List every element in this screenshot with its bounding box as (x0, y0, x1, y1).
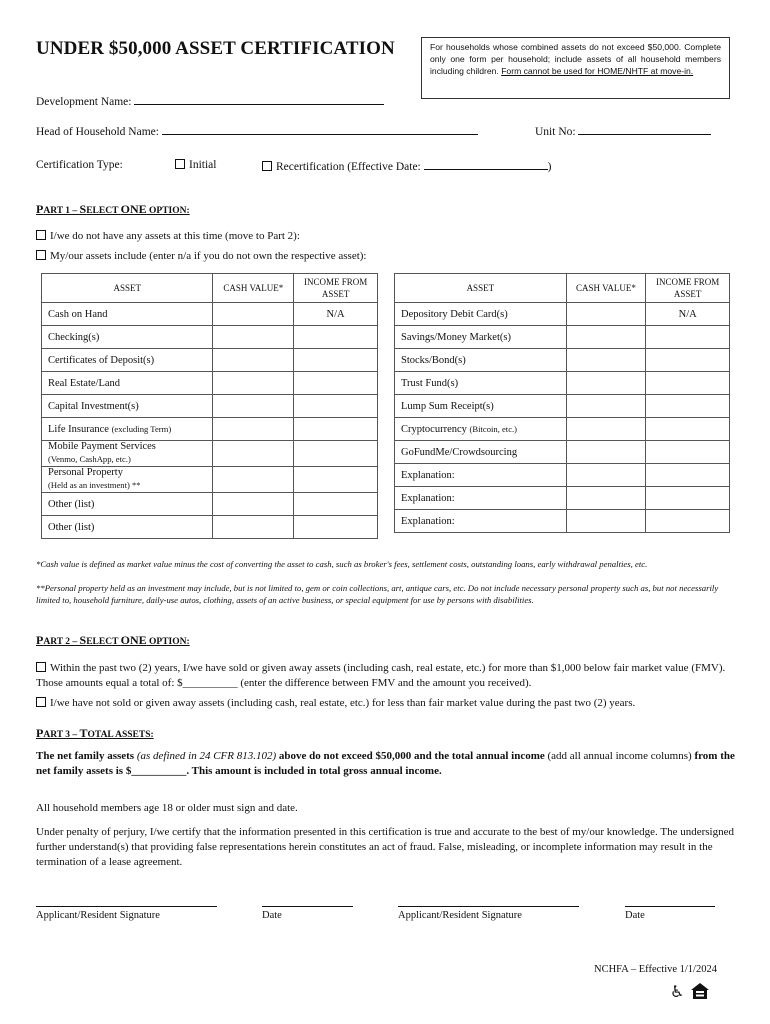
asset-label-text: Explanation: (401, 515, 455, 527)
cash-value-cell[interactable] (566, 372, 646, 395)
part3-heading-t: T (79, 726, 88, 740)
asset-label-text: Explanation: (401, 492, 455, 504)
initial-option[interactable] (175, 159, 216, 171)
asset-label-text: Capital Investment(s) (48, 400, 139, 412)
certification-type-label: Certification Type: (36, 159, 123, 171)
notice-underlined: Form cannot be used for HOME/NHTF at move-in. (501, 66, 694, 77)
part2-option1-checkbox[interactable] (36, 662, 46, 672)
part2-heading (36, 633, 190, 648)
recertification-date-field[interactable] (424, 159, 548, 170)
part1-option1-label: I/we do not have any assets at this time (move to Part 2): (50, 230, 300, 242)
part2-heading-p: P (36, 633, 44, 647)
asset-label (42, 326, 213, 349)
column-cash-value: CASH VALUE* (213, 274, 294, 303)
asset-label-text: Mobile Payment Services (48, 441, 156, 452)
asset-label-text: Explanation: (401, 469, 455, 481)
asset-label-note: (Bitcoin, etc.) (469, 423, 518, 434)
income-cell[interactable] (646, 372, 730, 395)
cash-value-cell[interactable] (566, 349, 646, 372)
asset-label-note: (excluding Term) (111, 423, 172, 434)
development-name-row (36, 94, 384, 108)
table-row (42, 349, 378, 372)
date-2[interactable] (625, 906, 715, 921)
part3-i1: (as defined in 24 CFR 813.102) (136, 750, 277, 762)
asset-table-left (41, 273, 378, 539)
form-title: UNDER $50,000 ASSET CERTIFICATION (36, 38, 395, 59)
income-cell[interactable] (646, 395, 730, 418)
asset-label-text: Depository Debit Card(s) (401, 308, 508, 320)
asset-label (42, 372, 213, 395)
part3-b3: from the net family assets is $__________. This amount is included in total gross annual income. (36, 750, 735, 777)
asset-label (395, 395, 567, 418)
notice-box (421, 37, 730, 99)
part1-heading-one: ONE (120, 202, 147, 216)
part2-option1[interactable] (36, 661, 736, 691)
income-cell[interactable]: N/A (294, 303, 378, 326)
column-asset: ASSET (42, 274, 213, 303)
cash-value-cell[interactable] (566, 326, 646, 349)
cash-value-cell[interactable] (213, 467, 294, 493)
income-cell[interactable] (294, 418, 378, 441)
income-cell[interactable]: N/A (646, 303, 730, 326)
perjury-statement: Under penalty of perjury, I/we certify that the information presented in this certification is true and accurate to the best of my/our knowledge. The undersigned further understand(s) that providing false representations herein constitutes an act of fraud. False, misleading, or incomplete information may result in the termination of a lease agreement. (36, 826, 734, 868)
footnote-cash-value: *Cash value is defined as market value minus the cost of converting the asset to cash, such as broker's fees, settlement costs, outstanding loans, early withdrawal penalties, etc. (36, 559, 648, 569)
asset-label (395, 349, 567, 372)
unit-no-field[interactable] (578, 124, 711, 135)
asset-label (395, 464, 567, 487)
asset-label (42, 303, 213, 326)
head-of-household-row (36, 124, 478, 138)
part3-heading-art: ART 3 – (43, 730, 80, 740)
asset-label-note: (Venmo, CashApp, etc.) (48, 454, 131, 464)
cash-value-cell[interactable] (213, 372, 294, 395)
asset-table-right (394, 273, 730, 533)
part3-heading-p: P (36, 726, 44, 740)
part2-heading-elect: ELECT (86, 637, 121, 647)
date-1[interactable] (262, 906, 353, 921)
asset-label (395, 418, 567, 441)
asset-label-text: Other (list) (48, 498, 95, 510)
part2-heading-s: S (79, 633, 87, 647)
cash-value-cell[interactable] (566, 303, 646, 326)
column-income: INCOME FROM ASSET (294, 274, 378, 303)
applicant-signature-1[interactable] (36, 906, 217, 921)
part3-b1: The net family assets (36, 750, 135, 762)
cash-value-cell[interactable] (213, 441, 294, 467)
part3-b2: above do not exceed $50,000 and the total annual income (278, 750, 545, 762)
asset-label (395, 510, 567, 533)
recertification-label: Recertification (Effective Date: (276, 161, 421, 173)
asset-label (42, 349, 213, 372)
part2-option2-label: I/we have not sold or given away assets (including cash, real estate, etc.) for less than fair market value during the past two (2) years. (50, 697, 636, 709)
table-row (42, 372, 378, 395)
unit-no-label: Unit No: (535, 126, 576, 138)
column-asset: ASSET (395, 274, 567, 303)
table-row (42, 395, 378, 418)
income-cell[interactable] (294, 372, 378, 395)
part2-option1-label: Within the past two (2) years, I/we have sold or given away assets (including cash, real estate, etc.) for more than $1,000 below fair market value (FMV). Those amounts equal a total of: $__________ (enter the difference between FMV and the amount you received). (36, 662, 726, 689)
income-cell[interactable] (294, 467, 378, 493)
part1-option2[interactable] (36, 250, 366, 262)
recertification-close-paren: ) (547, 161, 552, 173)
income-cell[interactable] (294, 493, 378, 516)
asset-label (42, 493, 213, 516)
cash-value-cell[interactable] (213, 418, 294, 441)
part1-option2-checkbox[interactable] (36, 250, 46, 260)
part3-heading (36, 726, 154, 741)
part1-option2-label: My/our assets include (enter n/a if you do not own the respective asset): (50, 250, 367, 262)
part1-heading-p: P (36, 202, 44, 216)
income-cell[interactable] (646, 349, 730, 372)
cash-value-cell[interactable] (213, 516, 294, 539)
sign-notice: All household members age 18 or older must sign and date. (36, 802, 298, 814)
asset-label-text: Life Insurance (48, 423, 109, 435)
cash-value-cell[interactable] (213, 303, 294, 326)
asset-label (42, 467, 213, 493)
part3-statement (36, 749, 736, 779)
table-row (395, 418, 730, 441)
cash-value-cell[interactable] (213, 326, 294, 349)
asset-label (42, 516, 213, 539)
table-row (395, 487, 730, 510)
income-cell[interactable] (646, 464, 730, 487)
income-cell[interactable] (646, 441, 730, 464)
notice-text: For households whose combined assets do not exceed $50,000. Complete only one form per household; include assets of all household members including children. (430, 42, 721, 77)
asset-label-text: Personal Property (48, 467, 123, 478)
part1-option1-checkbox[interactable] (36, 230, 46, 240)
income-cell[interactable] (294, 441, 378, 467)
part2-heading-option: OPTION: (146, 637, 190, 647)
table-row (42, 326, 378, 349)
part1-heading (36, 202, 190, 217)
table-row (395, 395, 730, 418)
part3-n1: (add all annual income columns) (547, 750, 692, 762)
income-cell[interactable] (646, 487, 730, 510)
cash-value-cell[interactable] (566, 464, 646, 487)
part2-heading-one: ONE (120, 633, 147, 647)
initial-checkbox[interactable] (175, 159, 185, 169)
table-row (42, 418, 378, 441)
asset-label-text: Real Estate/Land (48, 377, 121, 389)
initial-label: Initial (189, 159, 217, 171)
effective-date: NCHFA – Effective 1/1/2024 (594, 964, 717, 975)
part1-heading-art: ART 1 – (43, 206, 80, 216)
part2-option2-checkbox[interactable] (36, 697, 46, 707)
part1-heading-elect: ELECT (86, 206, 121, 216)
cash-value-cell[interactable] (566, 418, 646, 441)
table-row (395, 464, 730, 487)
date-2-label: Date (625, 910, 645, 921)
table-row (42, 303, 378, 326)
cash-value-cell[interactable] (213, 493, 294, 516)
column-income: INCOME FROM ASSET (646, 274, 730, 303)
income-cell[interactable] (646, 326, 730, 349)
asset-label-text: Cryptocurrency (401, 423, 467, 435)
asset-label (395, 487, 567, 510)
asset-label-text: Certificates of Deposit(s) (48, 354, 155, 366)
cash-value-cell[interactable] (566, 395, 646, 418)
part2-heading-art: ART 2 – (43, 637, 80, 647)
income-cell[interactable] (294, 349, 378, 372)
table-row (395, 303, 730, 326)
part1-option1[interactable] (36, 230, 300, 242)
table-row (42, 441, 378, 467)
development-name-label: Development Name: (36, 96, 132, 108)
cash-value-cell[interactable] (566, 510, 646, 533)
table-row (42, 493, 378, 516)
table-row (395, 441, 730, 464)
cash-value-cell[interactable] (566, 487, 646, 510)
income-cell[interactable] (646, 510, 730, 533)
cash-value-cell[interactable] (213, 395, 294, 418)
applicant-signature-2[interactable] (398, 906, 579, 921)
unit-no-row (535, 124, 711, 138)
date-1-label: Date (262, 910, 282, 921)
table-row (395, 326, 730, 349)
column-cash-value: CASH VALUE* (566, 274, 646, 303)
asset-label (395, 441, 567, 464)
table-row (395, 372, 730, 395)
table-row (42, 467, 378, 493)
asset-label-text: Checking(s) (48, 331, 100, 343)
part1-heading-option: OPTION: (146, 206, 190, 216)
cash-value-cell[interactable] (566, 441, 646, 464)
asset-label-text: Savings/Money Market(s) (401, 331, 511, 343)
asset-label (42, 395, 213, 418)
table-row (395, 510, 730, 533)
head-of-household-field[interactable] (162, 124, 478, 135)
asset-label-text: Trust Fund(s) (401, 377, 459, 389)
asset-label (395, 303, 567, 326)
part1-heading-s: S (79, 202, 87, 216)
part3-heading-tail: OTAL ASSETS: (87, 730, 154, 740)
asset-label (42, 418, 213, 441)
equal-housing-icon (690, 982, 710, 1000)
footnote-personal-property: **Personal property held as an investment may include, but is not limited to, gem or coin collections, art, antique cars, etc. Do not include necessary personal property such as, but not necessarily limited to, household furniture, daily-use autos, clothing, assets of an active business, or special equipment for use by persons with disabilities. (36, 583, 719, 605)
applicant-signature-1-label: Applicant/Resident Signature (36, 910, 160, 921)
asset-label-text: Other (list) (48, 521, 95, 533)
asset-label-note: (Held as an investment) ** (48, 480, 141, 490)
asset-label (42, 441, 213, 467)
part2-option2[interactable] (36, 696, 736, 711)
cash-value-cell[interactable] (213, 349, 294, 372)
head-of-household-label: Head of Household Name: (36, 126, 159, 138)
asset-label (395, 372, 567, 395)
asset-label (395, 326, 567, 349)
accessibility-icon: ♿ (670, 982, 685, 1001)
income-cell[interactable] (646, 418, 730, 441)
table-row (42, 516, 378, 539)
recertification-option[interactable] (262, 159, 551, 173)
asset-label-text: GoFundMe/Crowdsourcing (401, 446, 518, 458)
asset-label-text: Stocks/Bond(s) (401, 354, 466, 366)
income-cell[interactable] (294, 326, 378, 349)
asset-label-text: Cash on Hand (48, 308, 108, 320)
asset-label-text: Lump Sum Receipt(s) (401, 400, 494, 412)
applicant-signature-2-label: Applicant/Resident Signature (398, 910, 522, 921)
table-row (395, 349, 730, 372)
income-cell[interactable] (294, 516, 378, 539)
income-cell[interactable] (294, 395, 378, 418)
development-name-field[interactable] (134, 94, 384, 105)
recertification-checkbox[interactable] (262, 161, 272, 171)
